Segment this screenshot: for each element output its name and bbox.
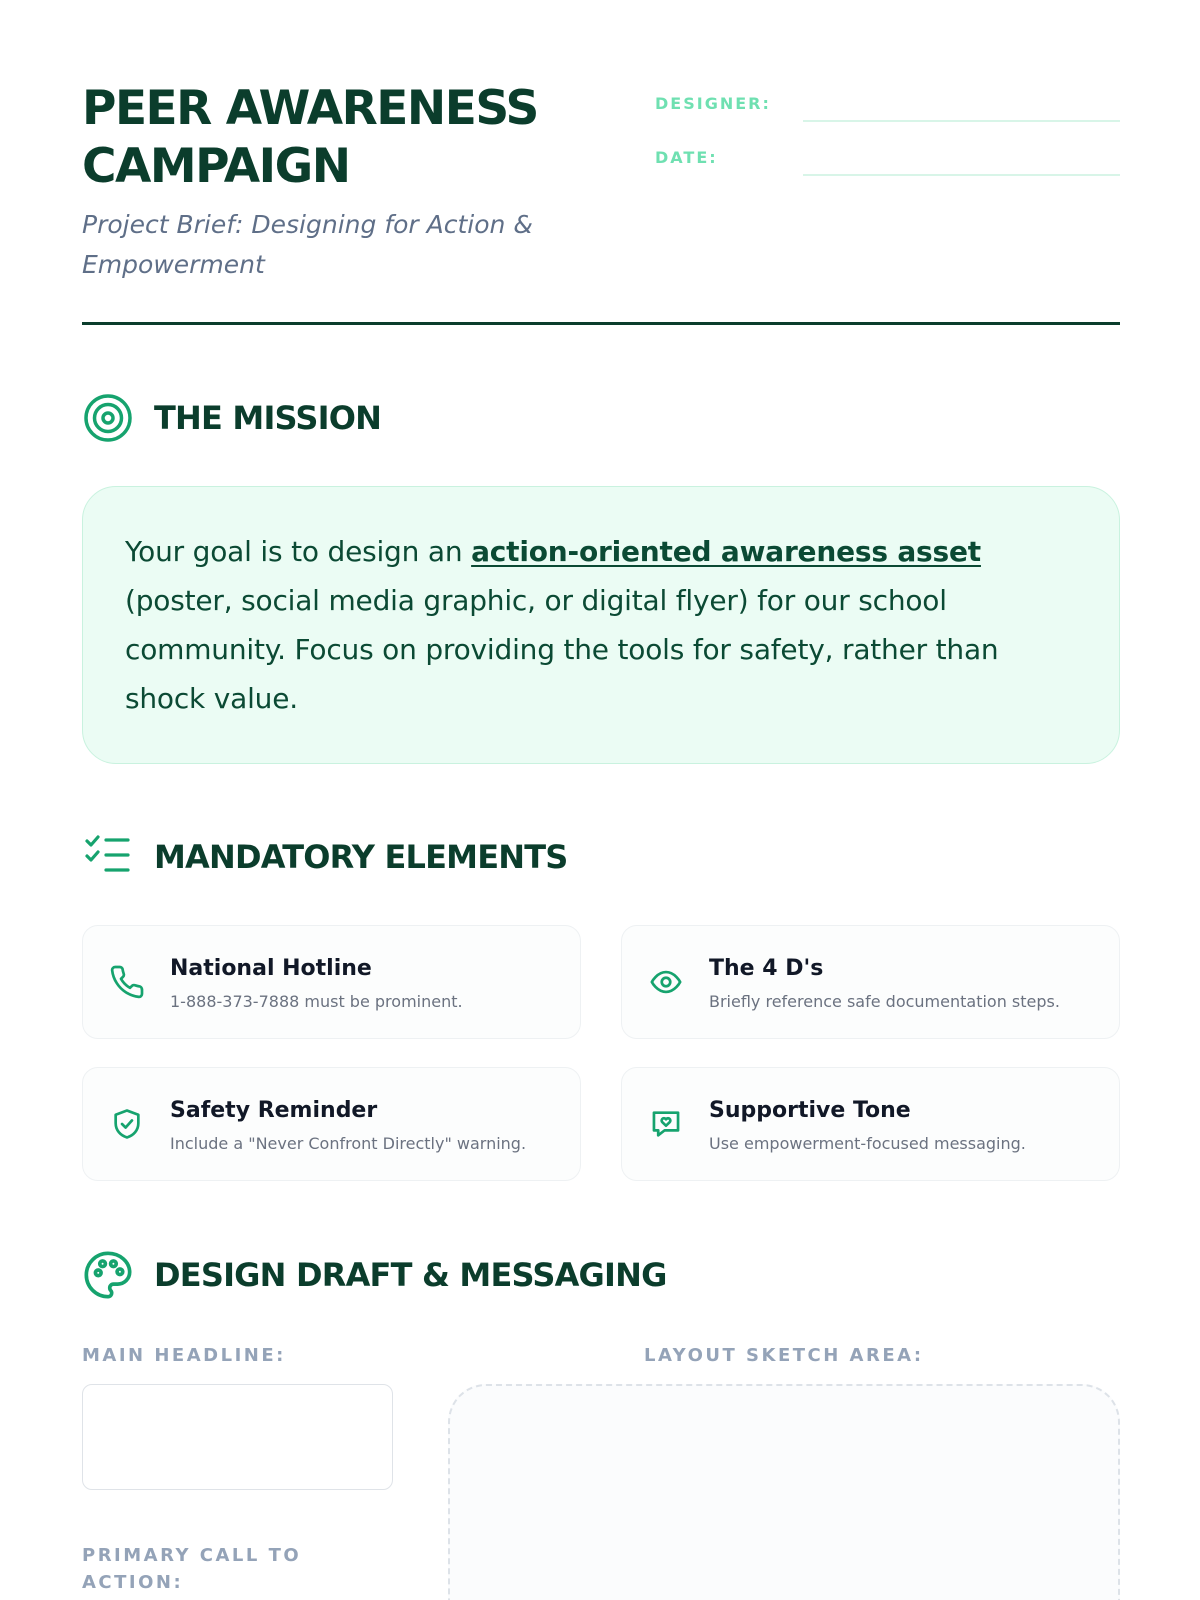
date-field[interactable] <box>803 174 1120 176</box>
mandatory-title: MANDATORY ELEMENTS <box>154 838 568 876</box>
card-four-ds <box>621 925 1120 1039</box>
card-tone <box>621 1067 1120 1181</box>
designer-field[interactable] <box>803 120 1120 122</box>
card-description: Briefly reference safe documentation steps. <box>709 992 1060 1011</box>
page-subtitle: Project Brief: Designing for Action & Empowerment <box>82 210 533 279</box>
mission-highlight: action-oriented awareness asset <box>471 535 981 568</box>
designer-row <box>655 84 1120 138</box>
shield-check-icon <box>107 1104 147 1144</box>
phone-icon <box>107 962 147 1002</box>
designer-label: DESIGNER: <box>655 94 771 113</box>
mission-box <box>82 486 1120 764</box>
eye-icon <box>646 962 686 1002</box>
header <box>82 80 1120 325</box>
card-hotline <box>82 925 581 1039</box>
headline-label: MAIN HEADLINE: <box>82 1345 286 1366</box>
page-title: PEER AWARENESS CAMPAIGN <box>82 81 538 194</box>
meta-fields <box>655 84 1120 192</box>
palette-icon <box>82 1249 134 1301</box>
card-description: 1-888-373-7888 must be prominent. <box>170 992 463 1011</box>
date-row <box>655 138 1120 192</box>
draft-heading <box>82 1249 667 1301</box>
card-title: Supportive Tone <box>709 1098 911 1123</box>
card-title: National Hotline <box>170 956 372 981</box>
mandatory-heading <box>82 831 568 883</box>
headline-input[interactable] <box>82 1384 393 1490</box>
cta-label: PRIMARY CALL TO ACTION: <box>82 1545 302 1593</box>
card-description: Use empowerment-focused messaging. <box>709 1134 1026 1153</box>
draft-title: DESIGN DRAFT & MESSAGING <box>154 1256 667 1294</box>
message-heart-icon <box>646 1104 686 1144</box>
sketch-label: LAYOUT SKETCH AREA: <box>644 1345 924 1366</box>
card-description: Include a "Never Confront Directly" warning. <box>170 1134 527 1153</box>
mission-text-end: (poster, social media graphic, or digital flyer) for our school community. Focus on providing the tools for safety, rather than shock value. <box>125 584 999 715</box>
mission-text-start: Your goal is to design an <box>125 535 472 568</box>
sketch-area[interactable] <box>448 1384 1120 1600</box>
header-divider <box>82 322 1120 325</box>
date-label: DATE: <box>655 148 718 167</box>
card-title: The 4 D's <box>709 956 824 981</box>
mission-title: THE MISSION <box>154 399 382 437</box>
checklist-icon <box>82 831 134 883</box>
card-safety <box>82 1067 581 1181</box>
mission-heading <box>82 392 381 444</box>
mission-text <box>125 527 1077 723</box>
card-title: Safety Reminder <box>170 1098 378 1123</box>
target-icon <box>82 392 134 444</box>
